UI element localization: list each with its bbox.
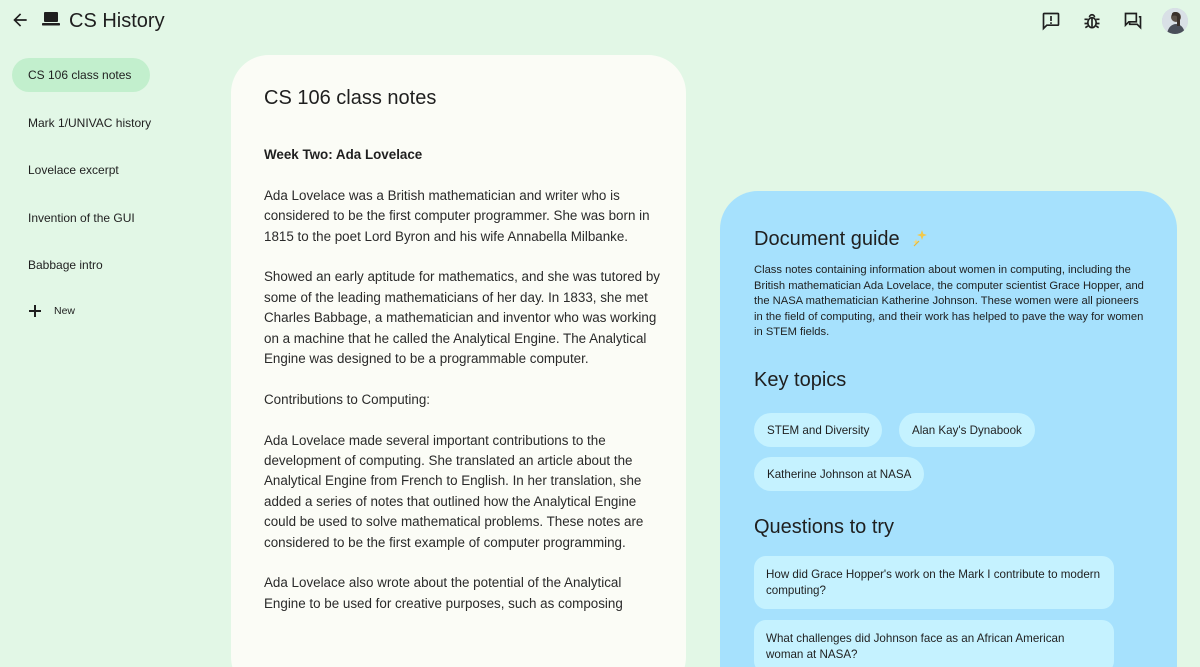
avatar[interactable] [1162,8,1188,34]
document-paragraph: Showed an early aptitude for mathematics, and she was tutored by some of the leading mathematicians of her day. In 1833, she met Charles Babbage, a mathematician and inventor who was working on a machine that he called the Analytical Engine. The Analytical Engine was designed to be a programmable computer. [264,269,660,367]
topic-chip-label: Alan Kay's Dynabook [912,423,1022,437]
topic-chip-katherine-johnson-at-nasa[interactable] [754,457,924,491]
key-topics-title: Key topics [754,369,847,391]
question-card-johnson-nasa[interactable] [754,620,1114,667]
sidebar-item-label: CS 106 class notes [28,68,132,82]
bug-report-button[interactable] [1080,9,1104,33]
chat-button[interactable] [1121,9,1145,33]
feedback-icon [1041,11,1061,31]
question-card-grace-hopper[interactable] [754,556,1114,609]
document-paragraph: Contributions to Computing: [264,391,430,407]
document-paragraph: Ada Lovelace made several important contributions to the development of computing. She translated an article about the Analytical Engine from French to English. In her translation, she added a series of notes that outlined how the Analytical Engine could be used to solve mathematical problems. These notes are considered to be the first example of computer programming. [264,432,644,550]
laptop-icon [42,10,60,28]
sidebar-item-label: Babbage intro [28,258,103,272]
sidebar-item-invention-of-the-gui[interactable] [12,201,212,235]
sidebar-item-cs106-class-notes[interactable] [12,58,150,92]
sidebar-item-babbage-intro[interactable] [12,248,212,282]
document-panel [231,55,686,667]
app-title: CS History [69,10,165,32]
new-button[interactable] [12,296,212,326]
document-paragraph: Ada Lovelace was a British mathematician and writer who is considered to be the first computer programmer. She was born in 1815 to the poet Lord Byron and his wife Annabella Milbanke. [264,187,650,244]
guide-summary: Class notes containing information about women in computing, including the British mathematician Ada Lovelace, the computer scientist Grace Hopper, and the NASA mathematician Katherine Johnson. These women were all pioneers in the field of computing, and their work has helped to pave the way for women in STEM fields. [754,264,1144,338]
sidebar-item-label: Invention of the GUI [28,210,135,225]
sidebar-item-label: Mark 1/UNIVAC history [28,115,152,130]
back-button[interactable] [8,8,32,32]
question-text: How did Grace Hopper's work on the Mark I contribute to modern computing? [766,568,1101,597]
topic-chip-label: STEM and Diversity [767,423,870,437]
document-body[interactable] [264,145,660,635]
bug-icon [1082,11,1102,31]
guide-title [754,226,929,252]
new-button-label: New [54,304,76,317]
user-avatar-icon [1162,8,1188,34]
document-guide-panel [720,191,1177,667]
document-paragraph: Ada Lovelace also wrote about the potential of the Analytical Engine to be used for creative purposes, such as composing [264,575,623,611]
top-actions [1022,6,1188,36]
document-title: CS 106 class notes [264,87,437,109]
plus-icon [28,304,42,318]
sidebar [12,58,212,326]
arrow-back-icon [10,10,30,30]
top-bar [0,0,1200,42]
topic-chip-alan-kays-dynabook[interactable] [899,413,1035,447]
chat-icon [1123,11,1143,31]
feedback-button[interactable] [1039,9,1063,33]
topic-chip-stem-and-diversity[interactable] [754,413,882,447]
question-text: What challenges did Johnson face as an African American woman at NASA? [766,632,1065,661]
sparkle-icon [911,229,929,247]
sidebar-item-mark1-univac-history[interactable] [12,106,212,140]
questions-title: Questions to try [754,516,895,538]
document-heading: Week Two: Ada Lovelace [264,147,423,162]
topic-chip-label: Katherine Johnson at NASA [767,467,912,481]
sidebar-item-label: Lovelace excerpt [28,163,119,177]
sidebar-item-lovelace-excerpt[interactable] [12,153,212,187]
guide-title-text: Document guide [754,228,900,250]
